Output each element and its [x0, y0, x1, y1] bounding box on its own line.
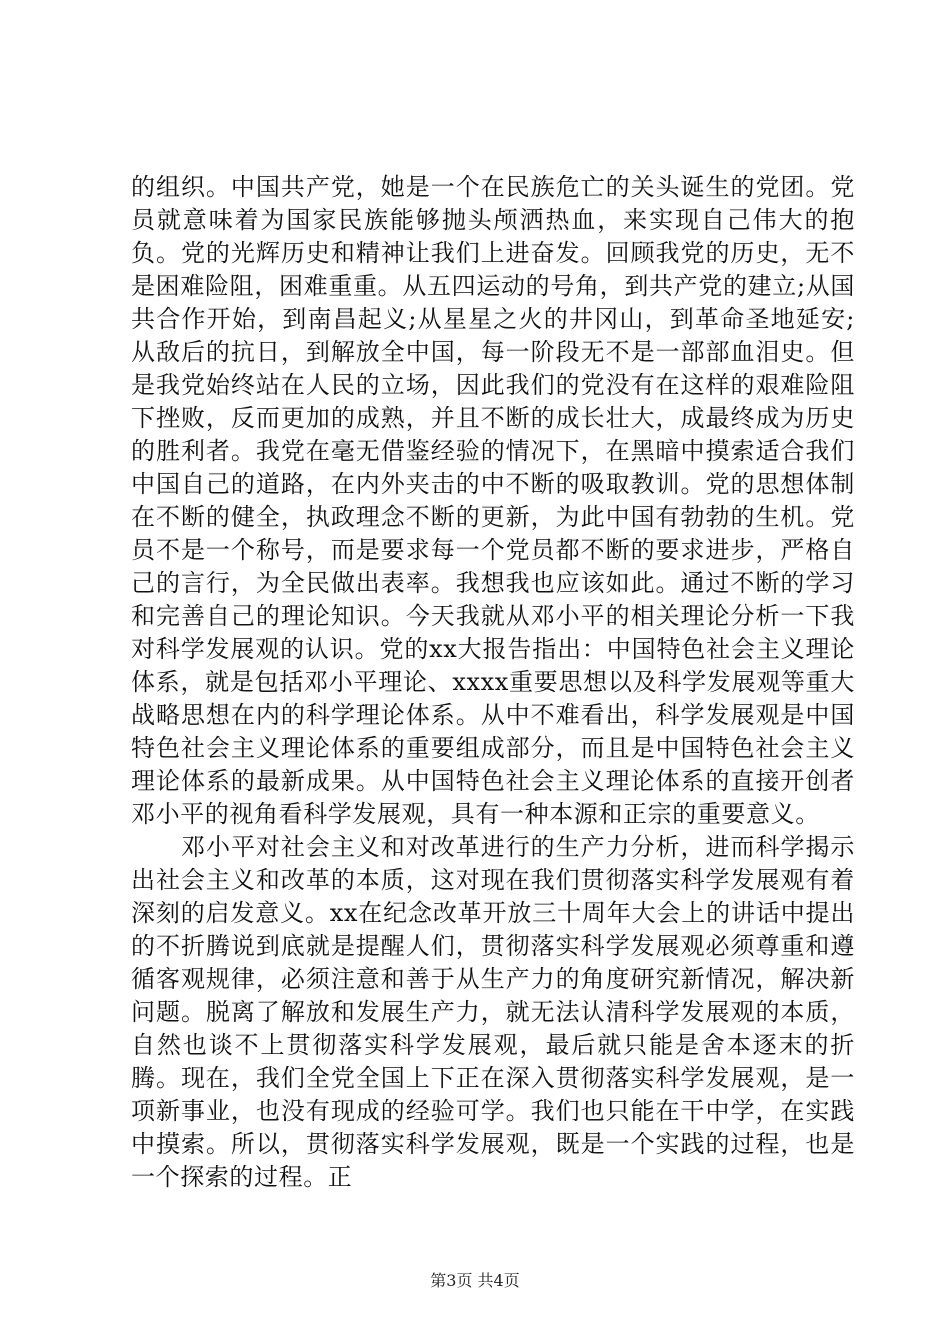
paragraph-deng-xiaoping: 邓小平对社会主义和对改革进行的生产力分析，进而科学揭示出社会主义和改革的本质，这对现在我们贯彻落实科学发展观有着深刻的启发意义。xx在纪念改革开放三十周年大会上的讲话中提出的不折腾说到底就是提醒人们，贯彻落实科学发展观必须尊重和遵循客观规律，必须注意和善于从生产力的角度研究新情况，解决新问题。脱离了解放和发展生产力，就无法认清科学发展观的本质，自然也谈不上贯彻落实科学发展观，最后就只能是舍本逐末的折腾。现在，我们全党全国上下正在深入贯彻落实科学发展观，是一项新事业，也没有现成的经验可学。我们也只能在干中学，在实践中摸索。所以，贯彻落实科学发展观，既是一个实践的过程，也是一个探索的过程。正 [131, 833, 855, 1191]
page-number: 第3页 共4页 [430, 1271, 520, 1290]
document-body [131, 171, 855, 1194]
paragraph-continued: 的组织。中国共产党，她是一个在民族危亡的关头诞生的党团。党员就意味着为国家民族能够抛头颅洒热血，来实现自己伟大的抱负。党的光辉历史和精神让我们上进奋发。回顾我党的历史，无不是困难险阻，困难重重。从五四运动的号角，到共产党的建立;从国共合作开始，到南昌起义;从星星之火的井冈山，到革命圣地延安;从敌后的抗日，到解放全中国，每一阶段无不是一部部血泪史。但是我党始终站在人民的立场，因此我们的党没有在这样的艰难险阻下挫败，反而更加的成熟，并且不断的成长壮大，成最终成为历史的胜利者。我党在毫无借鉴经验的情况下，在黑暗中摸索适合我们中国自己的道路，在内外夹击的中不断的吸取教训。党的思想体制在不断的健全，执政理念不断的更新，为此中国有勃勃的生机。党员不是一个称号，而是要求每一个党员都不断的要求进步，严格自己的言行，为全民做出表率。我想我也应该如此。通过不断的学习和完善自己的理论知识。今天我就从邓小平的相关理论分析一下我对科学发展观的认识。党的xx大报告指出：中国特色社会主义理论体系，就是包括邓小平理论、xxxx重要思想以及科学发展观等重大战略思想在内的科学理论体系。从中不难看出，科学发展观是中国特色社会主义理论体系的重要组成部分，而且是中国特色社会主义理论体系的最新成果。从中国特色社会主义理论体系的直接开创者邓小平的视角看科学发展观，具有一种本源和正宗的重要意义。 [131, 173, 855, 828]
page-footer [0, 1270, 950, 1292]
